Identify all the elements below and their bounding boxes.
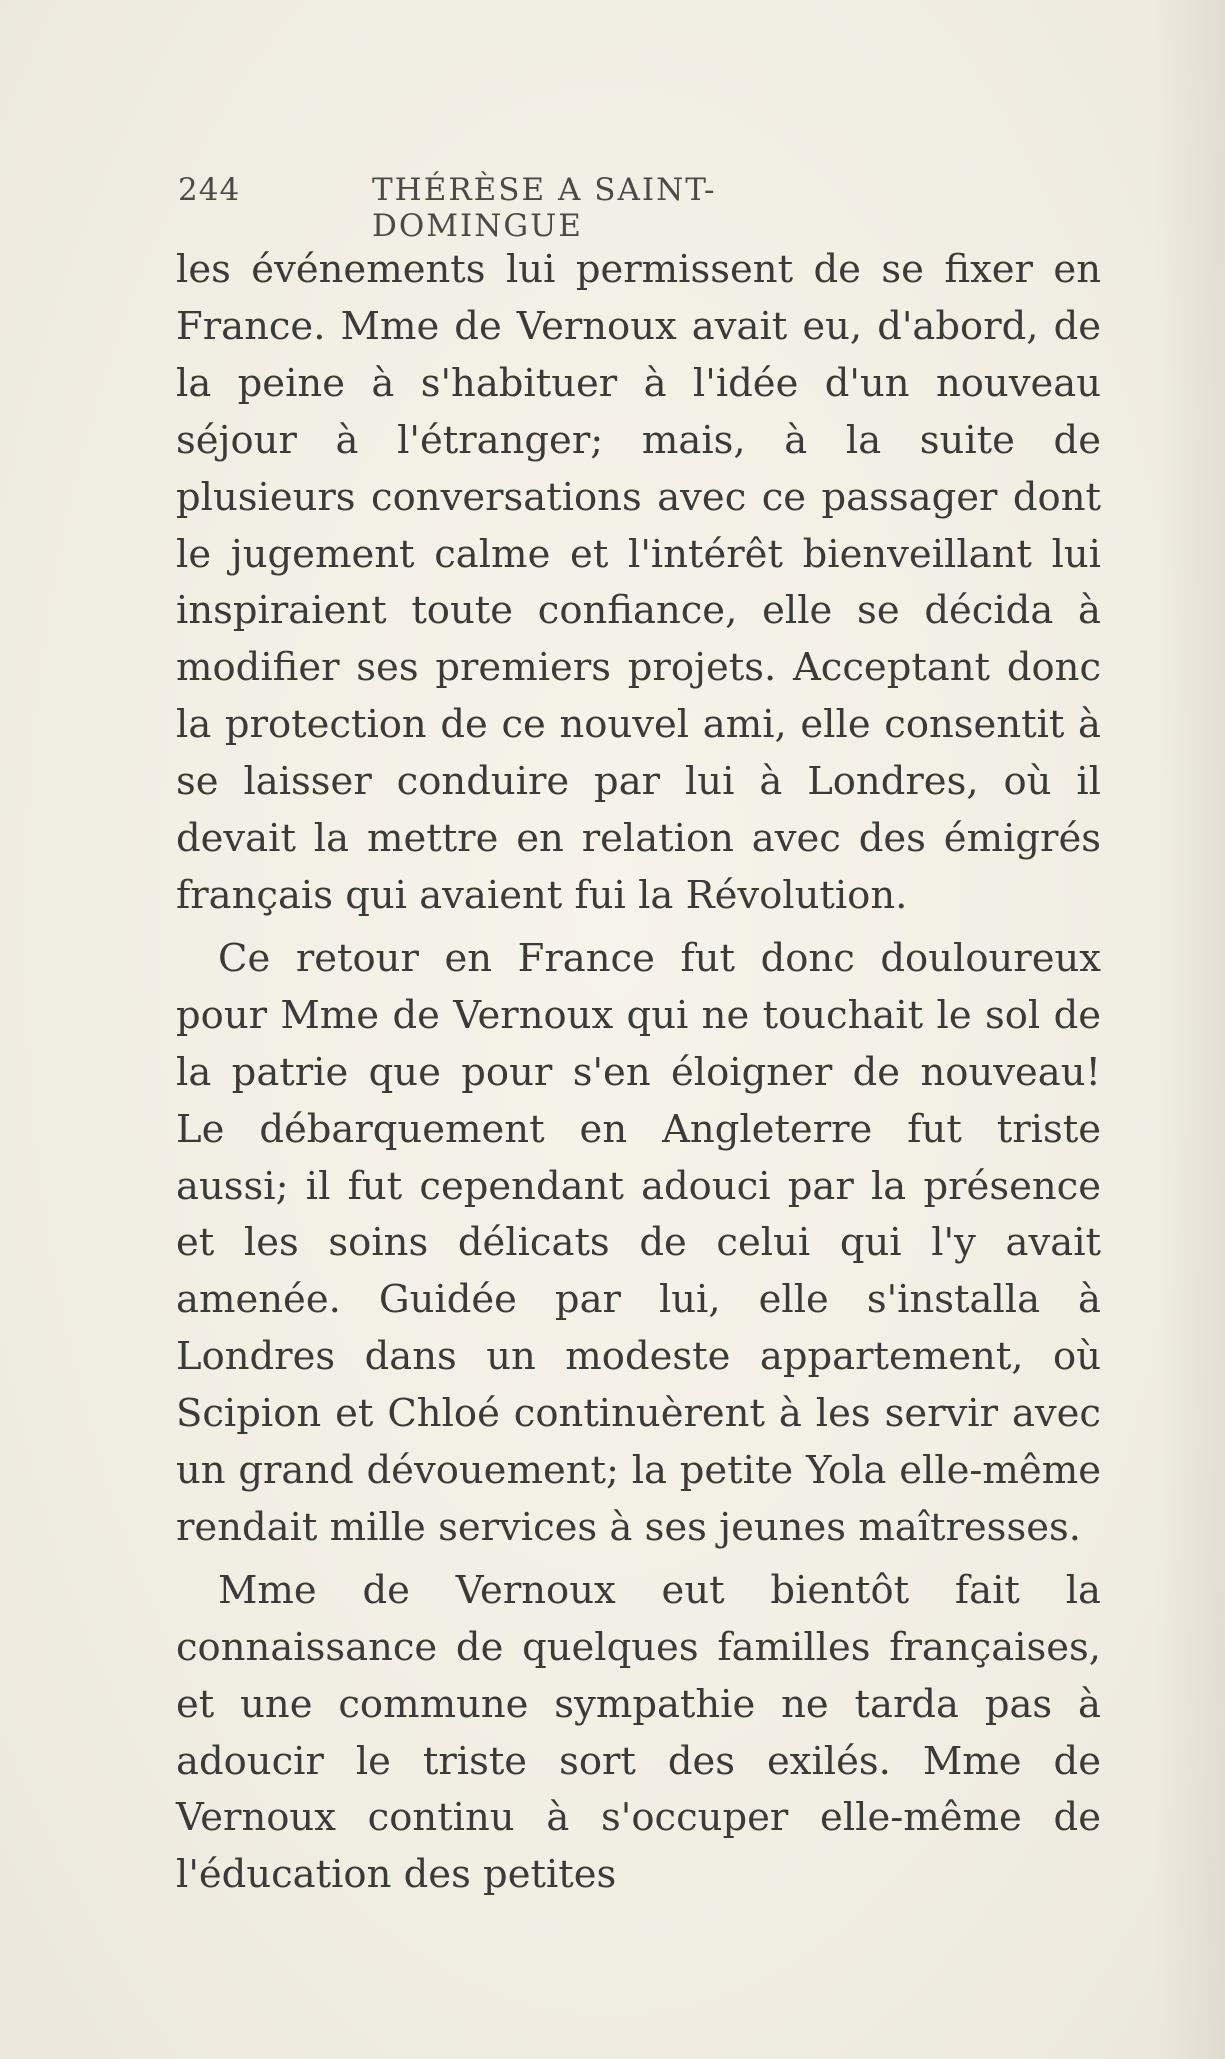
page-edge-shadow <box>1155 0 1225 2059</box>
page-number: 244 <box>178 172 241 208</box>
running-head <box>178 172 918 244</box>
paragraph-continuation: les événements lui permissent de se fixer en France. Mme de Vernoux avait eu, d'abord, de la peine à s'habituer à l'idée d'un nouveau séjour à l'étranger; mais, à la suite de plusieurs conversations avec ce passager dont le jugement calme et l'intérêt bienveillant lui inspiraient toute confiance, elle se décida à modifier ses premiers projets. Acceptant donc la protection de ce nouvel ami, elle consentit à se laisser conduire par lui à Londres, où il devait la mettre en relation avec des émigrés français qui avaient fui la Révolution. <box>176 247 1101 918</box>
paragraph: Ce retour en France fut donc douloureux pour Mme de Vernoux qui ne touchait le sol de la patrie que pour s'en éloigner de nouveau! Le débarquement en Angleterre fut triste aussi; il fut cependant adouci par la présence et les soins délicats de celui qui l'y avait amenée. Guidée par lui, elle s'installa à Londres dans un modeste appartement, où Scipion et Chloé continuèrent à les servir avec un grand dévouement; la petite Yola elle-même rendait mille services à ses jeunes maîtresses. <box>176 935 1101 1550</box>
paragraph: Mme de Vernoux eut bientôt fait la connaissance de quelques familles françaises, et une commune sympathie ne tarda pas à adoucir le triste sort des exilés. Mme de Vernoux continu à s'occuper elle-même de l'éducation des petites <box>176 1567 1101 1898</box>
body-text <box>176 242 1101 1904</box>
running-title: THÉRÈSE A SAINT-DOMINGUE <box>372 172 717 244</box>
